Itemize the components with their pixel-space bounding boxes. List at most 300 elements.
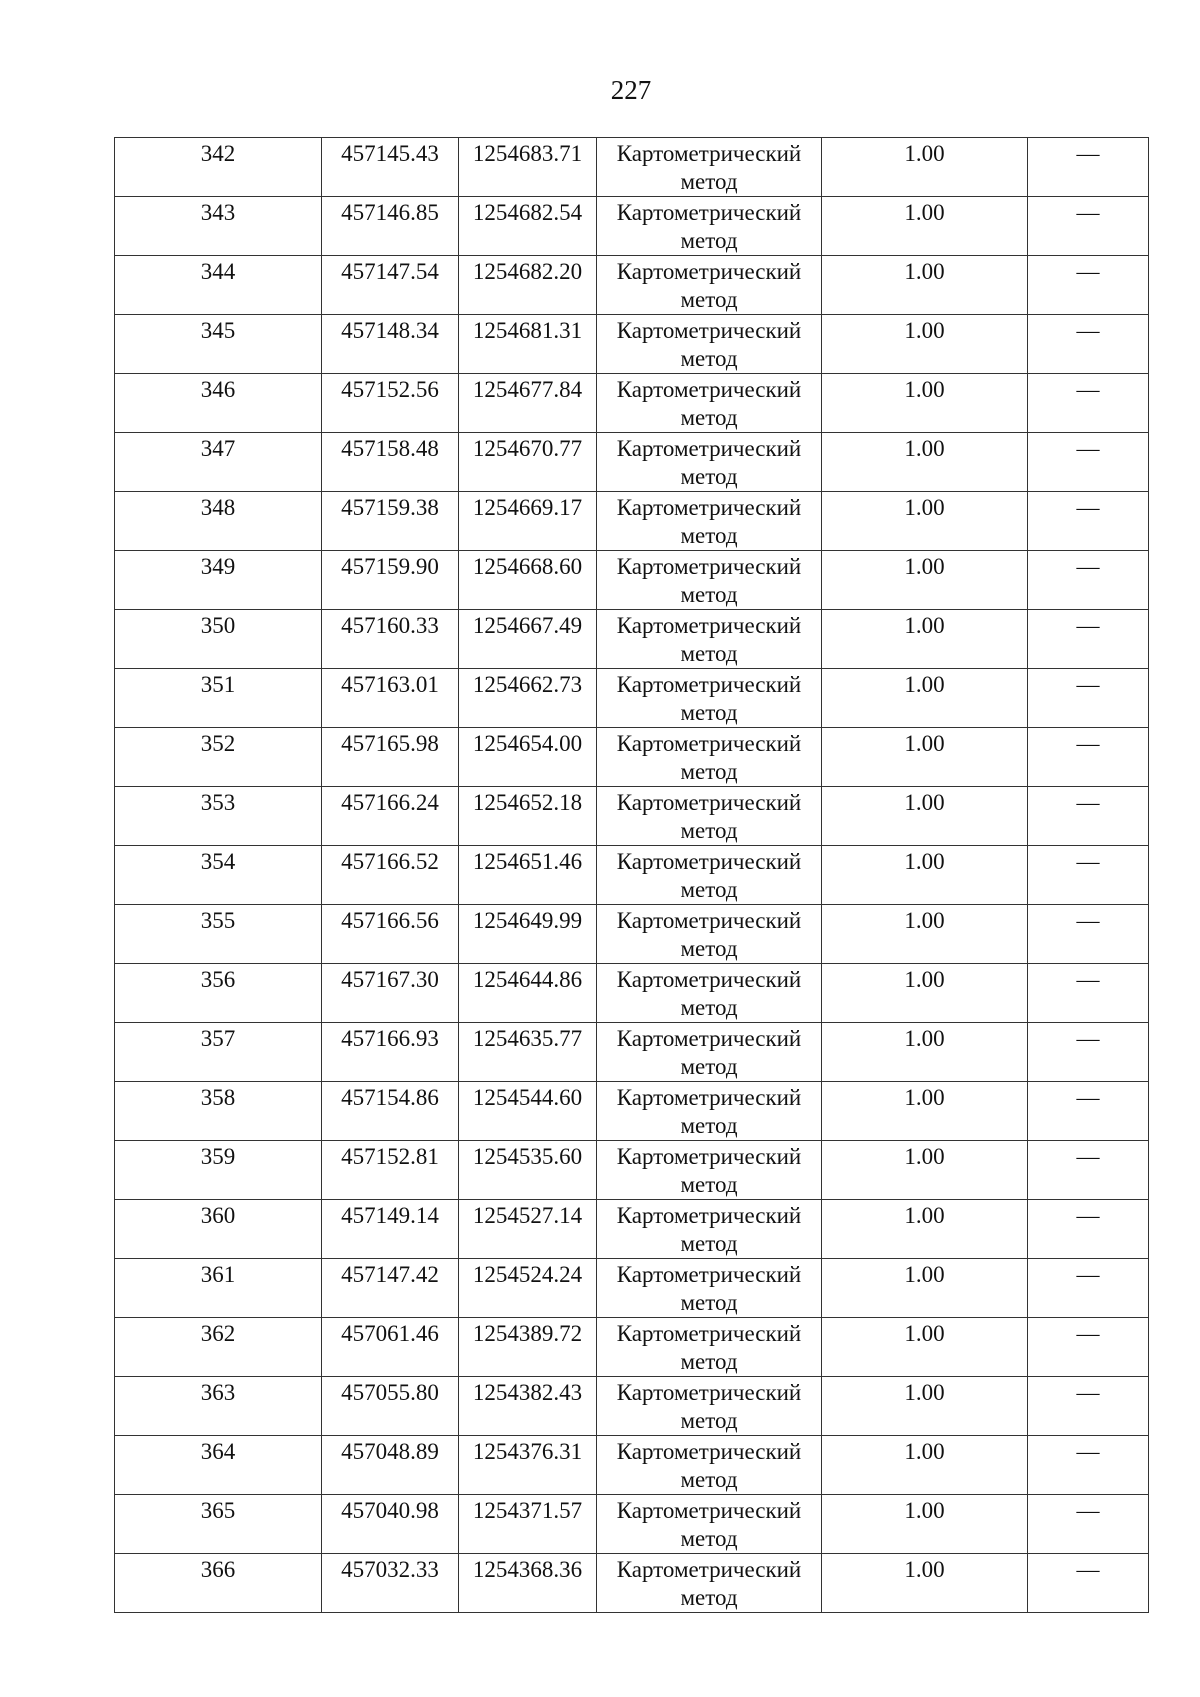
x-coordinate-cell: [322, 315, 459, 374]
point-number-value: 348: [200, 495, 236, 520]
method-cell: [597, 1200, 822, 1259]
point-number-cell: [115, 1259, 322, 1318]
point-number-cell: [115, 1436, 322, 1495]
note-cell: [1028, 374, 1149, 433]
y-coordinate-value: 1254677.84: [472, 377, 583, 402]
point-number-cell: [115, 374, 322, 433]
table-row: [115, 1495, 1149, 1554]
y-coordinate-value: 1254668.60: [472, 554, 583, 579]
note-cell: [1028, 610, 1149, 669]
y-coordinate-value: 1254527.14: [472, 1203, 583, 1228]
x-coordinate-value: 457145.43: [341, 141, 439, 166]
table-row: [115, 905, 1149, 964]
table-row: [115, 1377, 1149, 1436]
note-cell: [1028, 1377, 1149, 1436]
x-coordinate-cell: [322, 1141, 459, 1200]
note-cell: [1028, 315, 1149, 374]
method-cell: [597, 315, 822, 374]
accuracy-value: 1.00: [904, 554, 945, 579]
point-number-value: 347: [200, 436, 236, 461]
note-cell: [1028, 138, 1149, 197]
x-coordinate-value: 457158.48: [341, 436, 439, 461]
y-coordinate-value: 1254654.00: [472, 731, 583, 756]
method-value: Картометрический метод: [616, 1026, 802, 1079]
note-cell: [1028, 1495, 1149, 1554]
note-value: —: [1076, 1439, 1100, 1464]
table-row: [115, 728, 1149, 787]
accuracy-value: 1.00: [904, 1321, 945, 1346]
x-coordinate-cell: [322, 256, 459, 315]
x-coordinate-cell: [322, 433, 459, 492]
point-number-cell: [115, 551, 322, 610]
x-coordinate-value: 457152.81: [341, 1144, 439, 1169]
y-coordinate-cell: [459, 551, 597, 610]
y-coordinate-cell: [459, 1318, 597, 1377]
method-cell: [597, 610, 822, 669]
note-value: —: [1076, 1380, 1100, 1405]
point-number-value: 365: [200, 1498, 236, 1523]
accuracy-value: 1.00: [904, 495, 945, 520]
note-cell: [1028, 1436, 1149, 1495]
table-row: [115, 964, 1149, 1023]
y-coordinate-cell: [459, 1082, 597, 1141]
y-coordinate-value: 1254651.46: [472, 849, 583, 874]
method-cell: [597, 433, 822, 492]
y-coordinate-cell: [459, 256, 597, 315]
note-cell: [1028, 728, 1149, 787]
point-number-value: 362: [200, 1321, 236, 1346]
accuracy-value: 1.00: [904, 1085, 945, 1110]
point-number-cell: [115, 492, 322, 551]
table-row: [115, 787, 1149, 846]
point-number-cell: [115, 1141, 322, 1200]
method-value: Картометрический метод: [616, 849, 802, 902]
x-coordinate-value: 457146.85: [341, 200, 439, 225]
x-coordinate-cell: [322, 1200, 459, 1259]
point-number-cell: [115, 728, 322, 787]
point-number-value: 356: [200, 967, 236, 992]
x-coordinate-cell: [322, 846, 459, 905]
accuracy-cell: [822, 964, 1028, 1023]
x-coordinate-value: 457147.54: [341, 259, 439, 284]
y-coordinate-cell: [459, 138, 597, 197]
method-value: Картометрический метод: [616, 259, 802, 312]
y-coordinate-cell: [459, 433, 597, 492]
accuracy-value: 1.00: [904, 1026, 945, 1051]
x-coordinate-cell: [322, 492, 459, 551]
note-value: —: [1076, 1321, 1100, 1346]
method-value: Картометрический метод: [616, 1439, 802, 1492]
y-coordinate-cell: [459, 315, 597, 374]
note-cell: [1028, 1023, 1149, 1082]
x-coordinate-cell: [322, 669, 459, 728]
accuracy-cell: [822, 787, 1028, 846]
y-coordinate-cell: [459, 1436, 597, 1495]
accuracy-cell: [822, 551, 1028, 610]
method-value: Картометрический метод: [616, 141, 802, 194]
x-coordinate-cell: [322, 1082, 459, 1141]
point-number-value: 342: [200, 141, 236, 166]
accuracy-value: 1.00: [904, 377, 945, 402]
x-coordinate-value: 457148.34: [341, 318, 439, 343]
point-number-cell: [115, 1318, 322, 1377]
table-row: [115, 197, 1149, 256]
table-row: [115, 315, 1149, 374]
note-value: —: [1076, 1557, 1100, 1582]
accuracy-cell: [822, 1318, 1028, 1377]
note-value: —: [1076, 613, 1100, 638]
x-coordinate-value: 457163.01: [341, 672, 439, 697]
note-cell: [1028, 787, 1149, 846]
y-coordinate-value: 1254682.54: [472, 200, 583, 225]
method-value: Картометрический метод: [616, 967, 802, 1020]
method-value: Картометрический метод: [616, 495, 802, 548]
note-value: —: [1076, 967, 1100, 992]
x-coordinate-value: 457160.33: [341, 613, 439, 638]
method-cell: [597, 1554, 822, 1613]
accuracy-cell: [822, 138, 1028, 197]
method-value: Картометрический метод: [616, 554, 802, 607]
method-cell: [597, 138, 822, 197]
page-number: 227: [610, 75, 652, 105]
point-number-cell: [115, 433, 322, 492]
method-cell: [597, 728, 822, 787]
point-number-value: 351: [200, 672, 236, 697]
method-value: Картометрический метод: [616, 613, 802, 666]
x-coordinate-value: 457048.89: [341, 1439, 439, 1464]
method-cell: [597, 1318, 822, 1377]
method-cell: [597, 905, 822, 964]
method-value: Картометрический метод: [616, 318, 802, 371]
note-cell: [1028, 1141, 1149, 1200]
y-coordinate-value: 1254635.77: [472, 1026, 583, 1051]
note-cell: [1028, 197, 1149, 256]
point-number-cell: [115, 1554, 322, 1613]
y-coordinate-cell: [459, 1554, 597, 1613]
accuracy-cell: [822, 1200, 1028, 1259]
method-value: Картометрический метод: [616, 1557, 802, 1610]
method-cell: [597, 1141, 822, 1200]
method-cell: [597, 1436, 822, 1495]
point-number-cell: [115, 315, 322, 374]
x-coordinate-value: 457165.98: [341, 731, 439, 756]
point-number-value: 366: [200, 1557, 236, 1582]
table-row: [115, 374, 1149, 433]
point-number-cell: [115, 197, 322, 256]
y-coordinate-value: 1254524.24: [472, 1262, 583, 1287]
table-row: [115, 1023, 1149, 1082]
point-number-cell: [115, 1082, 322, 1141]
table-row: [115, 256, 1149, 315]
y-coordinate-value: 1254376.31: [472, 1439, 583, 1464]
x-coordinate-value: 457166.56: [341, 908, 439, 933]
x-coordinate-cell: [322, 905, 459, 964]
accuracy-value: 1.00: [904, 790, 945, 815]
y-coordinate-cell: [459, 905, 597, 964]
note-cell: [1028, 905, 1149, 964]
note-value: —: [1076, 908, 1100, 933]
note-cell: [1028, 433, 1149, 492]
note-cell: [1028, 1200, 1149, 1259]
point-number-value: 352: [200, 731, 236, 756]
method-value: Картометрический метод: [616, 1498, 802, 1551]
point-number-cell: [115, 1495, 322, 1554]
x-coordinate-value: 457166.52: [341, 849, 439, 874]
accuracy-value: 1.00: [904, 613, 945, 638]
table-row: [115, 1259, 1149, 1318]
x-coordinate-cell: [322, 787, 459, 846]
method-value: Картометрический метод: [616, 200, 802, 253]
note-value: —: [1076, 849, 1100, 874]
note-cell: [1028, 669, 1149, 728]
point-number-value: 343: [200, 200, 236, 225]
y-coordinate-cell: [459, 846, 597, 905]
x-coordinate-cell: [322, 197, 459, 256]
point-number-cell: [115, 846, 322, 905]
y-coordinate-cell: [459, 669, 597, 728]
accuracy-value: 1.00: [904, 1557, 945, 1582]
y-coordinate-value: 1254682.20: [472, 259, 583, 284]
y-coordinate-value: 1254544.60: [472, 1085, 583, 1110]
note-cell: [1028, 256, 1149, 315]
point-number-value: 364: [200, 1439, 236, 1464]
x-coordinate-value: 457159.38: [341, 495, 439, 520]
x-coordinate-value: 457032.33: [341, 1557, 439, 1582]
method-cell: [597, 846, 822, 905]
x-coordinate-cell: [322, 551, 459, 610]
method-cell: [597, 1023, 822, 1082]
point-number-value: 354: [200, 849, 236, 874]
table-row: [115, 1318, 1149, 1377]
note-value: —: [1076, 790, 1100, 815]
accuracy-value: 1.00: [904, 436, 945, 461]
accuracy-value: 1.00: [904, 672, 945, 697]
coordinates-table: [114, 137, 1149, 1613]
x-coordinate-value: 457147.42: [341, 1262, 439, 1287]
x-coordinate-cell: [322, 374, 459, 433]
method-value: Картометрический метод: [616, 672, 802, 725]
table-row: [115, 1554, 1149, 1613]
point-number-cell: [115, 256, 322, 315]
point-number-value: 357: [200, 1026, 236, 1051]
y-coordinate-value: 1254382.43: [472, 1380, 583, 1405]
accuracy-cell: [822, 1495, 1028, 1554]
note-cell: [1028, 492, 1149, 551]
note-value: —: [1076, 1026, 1100, 1051]
y-coordinate-value: 1254371.57: [472, 1498, 583, 1523]
accuracy-cell: [822, 1554, 1028, 1613]
note-cell: [1028, 1082, 1149, 1141]
method-cell: [597, 1495, 822, 1554]
table-row: [115, 492, 1149, 551]
y-coordinate-value: 1254535.60: [472, 1144, 583, 1169]
table-row: [115, 669, 1149, 728]
method-value: Картометрический метод: [616, 436, 802, 489]
accuracy-value: 1.00: [904, 1262, 945, 1287]
point-number-value: 358: [200, 1085, 236, 1110]
table-row: [115, 138, 1149, 197]
note-cell: [1028, 1259, 1149, 1318]
accuracy-value: 1.00: [904, 1380, 945, 1405]
method-cell: [597, 256, 822, 315]
method-cell: [597, 964, 822, 1023]
x-coordinate-value: 457055.80: [341, 1380, 439, 1405]
method-value: Картометрический метод: [616, 908, 802, 961]
accuracy-cell: [822, 433, 1028, 492]
note-value: —: [1076, 672, 1100, 697]
accuracy-cell: [822, 669, 1028, 728]
point-number-cell: [115, 1377, 322, 1436]
accuracy-cell: [822, 1259, 1028, 1318]
point-number-value: 345: [200, 318, 236, 343]
y-coordinate-value: 1254681.31: [472, 318, 583, 343]
x-coordinate-value: 457061.46: [341, 1321, 439, 1346]
point-number-cell: [115, 964, 322, 1023]
accuracy-value: 1.00: [904, 1203, 945, 1228]
y-coordinate-cell: [459, 492, 597, 551]
accuracy-cell: [822, 492, 1028, 551]
x-coordinate-value: 457159.90: [341, 554, 439, 579]
x-coordinate-cell: [322, 610, 459, 669]
y-coordinate-cell: [459, 610, 597, 669]
accuracy-value: 1.00: [904, 259, 945, 284]
accuracy-value: 1.00: [904, 731, 945, 756]
point-number-value: 360: [200, 1203, 236, 1228]
point-number-value: 346: [200, 377, 236, 402]
method-value: Картометрический метод: [616, 1380, 802, 1433]
table-row: [115, 1141, 1149, 1200]
method-value: Картометрический метод: [616, 1262, 802, 1315]
accuracy-cell: [822, 256, 1028, 315]
point-number-value: 363: [200, 1380, 236, 1405]
point-number-cell: [115, 610, 322, 669]
point-number-cell: [115, 787, 322, 846]
note-value: —: [1076, 495, 1100, 520]
accuracy-cell: [822, 315, 1028, 374]
point-number-cell: [115, 1023, 322, 1082]
point-number-value: 349: [200, 554, 236, 579]
note-value: —: [1076, 1085, 1100, 1110]
x-coordinate-cell: [322, 1377, 459, 1436]
accuracy-value: 1.00: [904, 141, 945, 166]
accuracy-cell: [822, 1082, 1028, 1141]
accuracy-value: 1.00: [904, 1498, 945, 1523]
point-number-value: 350: [200, 613, 236, 638]
x-coordinate-value: 457152.56: [341, 377, 439, 402]
y-coordinate-cell: [459, 787, 597, 846]
accuracy-cell: [822, 1377, 1028, 1436]
note-value: —: [1076, 1262, 1100, 1287]
x-coordinate-cell: [322, 728, 459, 787]
point-number-value: 361: [200, 1262, 236, 1287]
y-coordinate-cell: [459, 374, 597, 433]
note-cell: [1028, 964, 1149, 1023]
point-number-cell: [115, 138, 322, 197]
method-value: Картометрический метод: [616, 790, 802, 843]
note-value: —: [1076, 200, 1100, 225]
point-number-cell: [115, 1200, 322, 1259]
table-row: [115, 846, 1149, 905]
method-cell: [597, 1377, 822, 1436]
point-number-value: 353: [200, 790, 236, 815]
accuracy-value: 1.00: [904, 967, 945, 992]
point-number-value: 355: [200, 908, 236, 933]
y-coordinate-cell: [459, 1259, 597, 1318]
point-number-value: 359: [200, 1144, 236, 1169]
note-value: —: [1076, 259, 1100, 284]
y-coordinate-cell: [459, 1023, 597, 1082]
accuracy-cell: [822, 1023, 1028, 1082]
y-coordinate-value: 1254649.99: [472, 908, 583, 933]
accuracy-value: 1.00: [904, 318, 945, 343]
x-coordinate-cell: [322, 1318, 459, 1377]
note-cell: [1028, 846, 1149, 905]
note-cell: [1028, 1318, 1149, 1377]
method-cell: [597, 492, 822, 551]
y-coordinate-cell: [459, 1377, 597, 1436]
coordinates-table-body: [115, 138, 1149, 1613]
y-coordinate-cell: [459, 728, 597, 787]
note-value: —: [1076, 436, 1100, 461]
x-coordinate-cell: [322, 1259, 459, 1318]
point-number-cell: [115, 669, 322, 728]
x-coordinate-value: 457149.14: [341, 1203, 439, 1228]
accuracy-cell: [822, 610, 1028, 669]
y-coordinate-value: 1254662.73: [472, 672, 583, 697]
y-coordinate-value: 1254652.18: [472, 790, 583, 815]
x-coordinate-cell: [322, 1495, 459, 1554]
accuracy-cell: [822, 1436, 1028, 1495]
method-cell: [597, 1082, 822, 1141]
note-value: —: [1076, 554, 1100, 579]
table-row: [115, 1200, 1149, 1259]
y-coordinate-value: 1254368.36: [472, 1557, 583, 1582]
method-cell: [597, 1259, 822, 1318]
method-cell: [597, 787, 822, 846]
table-row: [115, 433, 1149, 492]
method-cell: [597, 197, 822, 256]
method-value: Картометрический метод: [616, 731, 802, 784]
accuracy-cell: [822, 374, 1028, 433]
note-value: —: [1076, 1144, 1100, 1169]
x-coordinate-value: 457154.86: [341, 1085, 439, 1110]
accuracy-cell: [822, 728, 1028, 787]
x-coordinate-cell: [322, 964, 459, 1023]
y-coordinate-value: 1254389.72: [472, 1321, 583, 1346]
note-value: —: [1076, 318, 1100, 343]
point-number-value: 344: [200, 259, 236, 284]
y-coordinate-cell: [459, 964, 597, 1023]
method-value: Картометрический метод: [616, 1144, 802, 1197]
y-coordinate-value: 1254667.49: [472, 613, 583, 638]
method-value: Картометрический метод: [616, 1203, 802, 1256]
y-coordinate-value: 1254644.86: [472, 967, 583, 992]
note-value: —: [1076, 731, 1100, 756]
table-row: [115, 551, 1149, 610]
accuracy-cell: [822, 905, 1028, 964]
y-coordinate-cell: [459, 1495, 597, 1554]
table-row: [115, 610, 1149, 669]
note-value: —: [1076, 1203, 1100, 1228]
point-number-cell: [115, 905, 322, 964]
method-cell: [597, 551, 822, 610]
y-coordinate-cell: [459, 1200, 597, 1259]
table-row: [115, 1436, 1149, 1495]
accuracy-cell: [822, 846, 1028, 905]
x-coordinate-cell: [322, 138, 459, 197]
y-coordinate-value: 1254670.77: [472, 436, 583, 461]
x-coordinate-value: 457166.24: [341, 790, 439, 815]
